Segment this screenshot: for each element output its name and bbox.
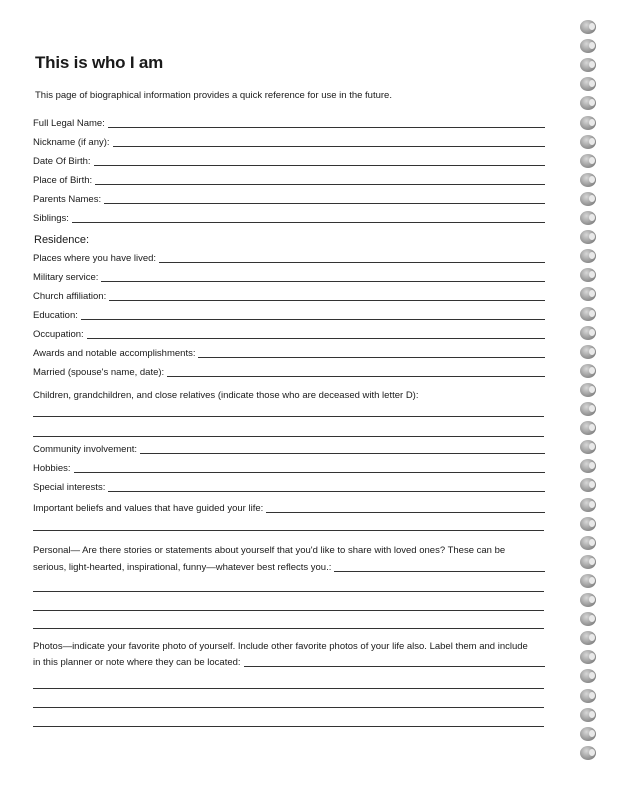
- fill-line[interactable]: [101, 281, 545, 282]
- binding-ring: [580, 307, 596, 321]
- field-label: Education:: [33, 310, 78, 321]
- field-church-affiliation[interactable]: [33, 291, 545, 302]
- binding-ring: [580, 249, 596, 263]
- field-label: Occupation:: [33, 329, 84, 340]
- fill-line[interactable]: [33, 726, 544, 727]
- binding-ring: [580, 402, 596, 416]
- field-beliefs-values[interactable]: [33, 503, 545, 514]
- field-siblings[interactable]: [33, 213, 545, 224]
- field-label: Nickname (if any):: [33, 137, 110, 148]
- fill-line[interactable]: [33, 436, 544, 437]
- fill-line[interactable]: [33, 610, 544, 611]
- binding-ring: [580, 440, 596, 454]
- fill-line[interactable]: [104, 203, 545, 204]
- fill-line[interactable]: [33, 628, 544, 629]
- field-label: Hobbies:: [33, 463, 71, 474]
- field-label: Full Legal Name:: [33, 118, 105, 129]
- binding-ring: [580, 593, 596, 607]
- fill-line[interactable]: [74, 472, 546, 473]
- field-personal[interactable]: [33, 562, 545, 573]
- fill-line[interactable]: [109, 300, 545, 301]
- binding-ring: [580, 326, 596, 340]
- fill-line[interactable]: [33, 416, 544, 417]
- fill-line[interactable]: [33, 707, 544, 708]
- field-label: Parents Names:: [33, 194, 102, 205]
- binding-ring: [580, 192, 596, 206]
- binding-ring: [580, 58, 596, 72]
- field-full-legal-name[interactable]: [33, 118, 545, 129]
- fill-line[interactable]: [113, 146, 545, 147]
- field-community-involvement[interactable]: [33, 444, 545, 455]
- fill-line[interactable]: [72, 222, 545, 223]
- binding-ring: [580, 211, 596, 225]
- children-prompt: Children, grandchildren, and close relatives (indicate those who are deceased with letter D):: [33, 390, 419, 401]
- field-nickname[interactable]: [33, 137, 545, 148]
- binding-ring: [580, 746, 596, 760]
- photos-prompt-line1: Photos—indicate your favorite photo of yourself. Include other favorite photos of your life also. Label them and include: [33, 641, 528, 652]
- spiral-binding: [580, 20, 604, 770]
- binding-ring: [580, 77, 596, 91]
- fill-line[interactable]: [334, 571, 545, 572]
- fill-line[interactable]: [95, 184, 545, 185]
- binding-ring: [580, 727, 596, 741]
- binding-ring: [580, 230, 596, 244]
- fill-line[interactable]: [266, 512, 545, 513]
- fill-line[interactable]: [108, 127, 545, 128]
- binding-ring: [580, 650, 596, 664]
- page-title: This is who I am: [35, 53, 164, 72]
- fill-line[interactable]: [167, 376, 545, 377]
- binding-ring: [580, 383, 596, 397]
- binding-ring: [580, 574, 596, 588]
- binding-ring: [580, 20, 596, 34]
- binding-ring: [580, 536, 596, 550]
- binding-ring: [580, 669, 596, 683]
- field-parents-names[interactable]: [33, 194, 545, 205]
- field-label: Places where you have lived:: [33, 253, 157, 264]
- binding-ring: [580, 364, 596, 378]
- fill-line[interactable]: [244, 666, 545, 667]
- field-hobbies[interactable]: [33, 463, 545, 474]
- fill-line[interactable]: [198, 357, 545, 358]
- intro-text: This page of biographical information provides a quick reference for use in the future.: [35, 90, 392, 101]
- field-label: Siblings:: [33, 213, 69, 224]
- field-label: Special interests:: [33, 482, 106, 493]
- binding-ring: [580, 345, 596, 359]
- binding-ring: [580, 287, 596, 301]
- field-label: Awards and notable accomplishments:: [33, 348, 196, 359]
- field-label: Military service:: [33, 272, 99, 283]
- fill-line[interactable]: [94, 165, 545, 166]
- binding-ring: [580, 517, 596, 531]
- field-label: Date Of Birth:: [33, 156, 91, 167]
- field-date-of-birth[interactable]: [33, 156, 545, 167]
- field-places-lived[interactable]: [33, 253, 545, 264]
- field-label: in this planner or note where they can be located:: [33, 657, 241, 668]
- binding-ring: [580, 689, 596, 703]
- field-label: Married (spouse's name, date):: [33, 367, 165, 378]
- fill-line[interactable]: [159, 262, 545, 263]
- field-label: Church affiliation:: [33, 291, 107, 302]
- binding-ring: [580, 555, 596, 569]
- field-photos[interactable]: [33, 657, 545, 668]
- field-military-service[interactable]: [33, 272, 545, 283]
- fill-line[interactable]: [108, 491, 545, 492]
- fill-line[interactable]: [33, 591, 544, 592]
- field-occupation[interactable]: [33, 329, 545, 340]
- field-awards[interactable]: [33, 348, 545, 359]
- field-place-of-birth[interactable]: [33, 175, 545, 186]
- binding-ring: [580, 39, 596, 53]
- fill-line[interactable]: [33, 530, 544, 531]
- residence-heading: Residence:: [34, 234, 90, 246]
- field-label: Place of Birth:: [33, 175, 93, 186]
- fill-line[interactable]: [33, 688, 544, 689]
- field-label: serious, light-hearted, inspirational, funny—whatever best reflects you.:: [33, 562, 332, 573]
- binding-ring: [580, 421, 596, 435]
- binding-ring: [580, 154, 596, 168]
- binding-ring: [580, 708, 596, 722]
- field-married[interactable]: [33, 367, 545, 378]
- binding-ring: [580, 498, 596, 512]
- binding-ring: [580, 631, 596, 645]
- binding-ring: [580, 135, 596, 149]
- binding-ring: [580, 173, 596, 187]
- fill-line[interactable]: [140, 453, 545, 454]
- field-label: Community involvement:: [33, 444, 138, 455]
- field-special-interests[interactable]: [33, 482, 545, 493]
- binding-ring: [580, 116, 596, 130]
- binding-ring: [580, 478, 596, 492]
- binding-ring: [580, 96, 596, 110]
- personal-prompt-line1: Personal— Are there stories or statements about yourself that you'd like to share with loved ones? These can be: [33, 545, 506, 556]
- binding-ring: [580, 268, 596, 282]
- binding-ring: [580, 459, 596, 473]
- fill-line[interactable]: [87, 338, 545, 339]
- fill-line[interactable]: [81, 319, 545, 320]
- field-label: Important beliefs and values that have guided your life:: [33, 503, 264, 514]
- field-education[interactable]: [33, 310, 545, 321]
- binding-ring: [580, 612, 596, 626]
